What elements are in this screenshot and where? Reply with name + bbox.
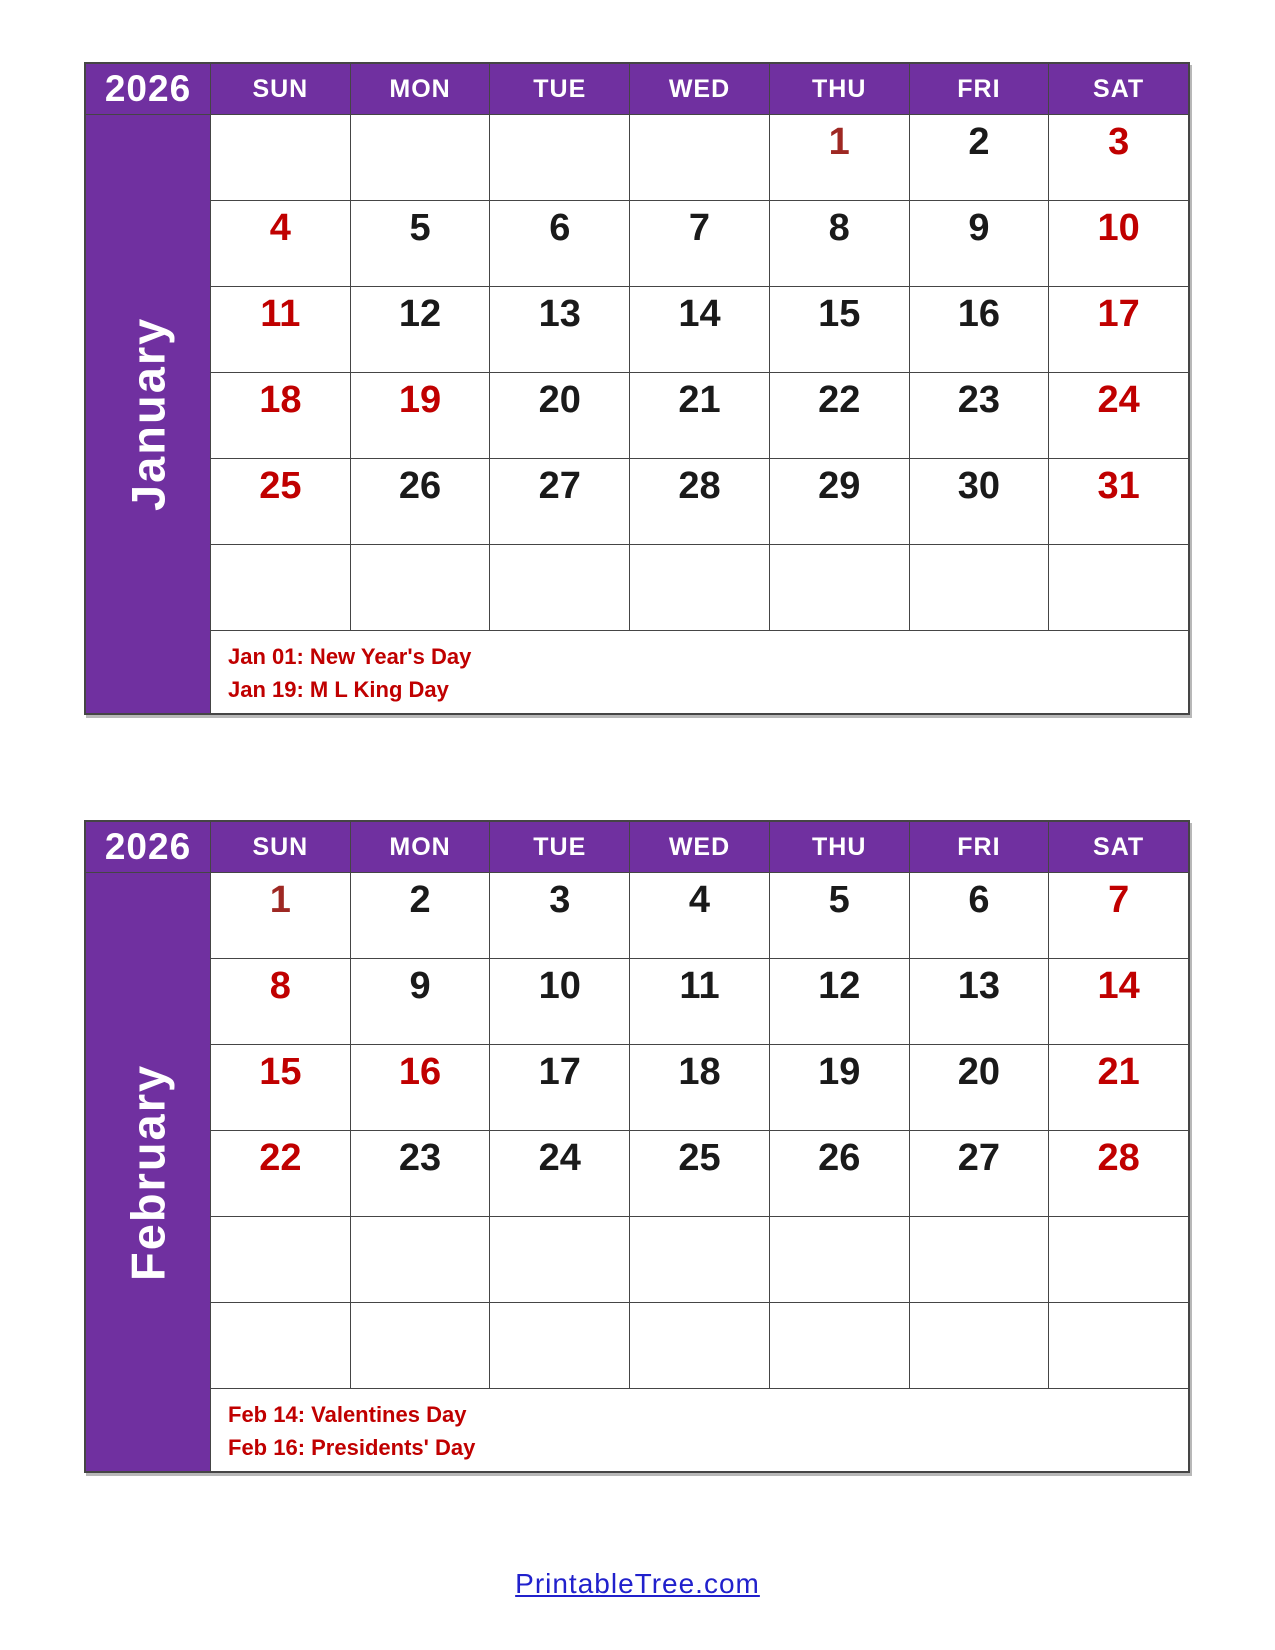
day-header-sun: SUN xyxy=(211,64,350,114)
date-cell: 20 xyxy=(490,373,629,458)
holiday-notes-february xyxy=(211,1389,1188,1471)
day-header-sat: SAT xyxy=(1049,822,1188,872)
empty-date-cell xyxy=(351,545,490,630)
day-header-sat: SAT xyxy=(1049,64,1188,114)
date-cell: 10 xyxy=(1049,201,1188,286)
empty-date-cell xyxy=(211,115,350,200)
date-cell: 22 xyxy=(770,373,909,458)
day-header-mon: MON xyxy=(351,822,490,872)
date-cell: 28 xyxy=(630,459,769,544)
date-cell: 8 xyxy=(770,201,909,286)
empty-date-cell xyxy=(490,1303,629,1388)
date-cell: 4 xyxy=(630,873,769,958)
date-cell: 28 xyxy=(1049,1131,1188,1216)
date-cell: 3 xyxy=(490,873,629,958)
date-cell: 31 xyxy=(1049,459,1188,544)
date-cell: 15 xyxy=(770,287,909,372)
year-label: 2026 xyxy=(86,822,210,872)
day-header-fri: FRI xyxy=(910,64,1049,114)
date-cell: 17 xyxy=(1049,287,1188,372)
empty-date-cell xyxy=(211,1217,350,1302)
date-cell: 21 xyxy=(630,373,769,458)
holiday-note: Jan 19: M L King Day xyxy=(228,677,449,702)
date-cell: 3 xyxy=(1049,115,1188,200)
date-cell: 7 xyxy=(1049,873,1188,958)
calendar-january xyxy=(84,62,1190,715)
date-cell: 22 xyxy=(211,1131,350,1216)
holiday-notes-january xyxy=(211,631,1188,713)
empty-date-cell xyxy=(1049,545,1188,630)
empty-date-cell xyxy=(351,1217,490,1302)
date-cell: 12 xyxy=(351,287,490,372)
month-label-february: February xyxy=(86,873,210,1471)
empty-date-cell xyxy=(351,1303,490,1388)
empty-date-cell xyxy=(770,1303,909,1388)
date-cell: 23 xyxy=(910,373,1049,458)
date-cell: 25 xyxy=(630,1131,769,1216)
date-cell: 8 xyxy=(211,959,350,1044)
date-cell: 10 xyxy=(490,959,629,1044)
date-cell: 12 xyxy=(770,959,909,1044)
empty-date-cell xyxy=(630,115,769,200)
day-header-thu: THU xyxy=(770,64,909,114)
day-header-tue: TUE xyxy=(490,64,629,114)
date-cell: 6 xyxy=(490,201,629,286)
date-cell: 5 xyxy=(770,873,909,958)
day-header-mon: MON xyxy=(351,64,490,114)
empty-date-cell xyxy=(490,545,629,630)
year-label: 2026 xyxy=(86,64,210,114)
day-header-wed: WED xyxy=(630,822,769,872)
empty-date-cell xyxy=(630,1217,769,1302)
date-cell: 19 xyxy=(770,1045,909,1130)
date-cell: 9 xyxy=(910,201,1049,286)
date-cell: 2 xyxy=(910,115,1049,200)
date-cell: 26 xyxy=(770,1131,909,1216)
date-cell: 24 xyxy=(1049,373,1188,458)
empty-date-cell xyxy=(211,545,350,630)
date-cell: 18 xyxy=(630,1045,769,1130)
date-cell: 7 xyxy=(630,201,769,286)
date-cell: 14 xyxy=(1049,959,1188,1044)
date-cell: 27 xyxy=(910,1131,1049,1216)
date-cell: 20 xyxy=(910,1045,1049,1130)
day-header-wed: WED xyxy=(630,64,769,114)
empty-date-cell xyxy=(1049,1217,1188,1302)
date-cell: 5 xyxy=(351,201,490,286)
day-header-sun: SUN xyxy=(211,822,350,872)
month-label-january: January xyxy=(86,115,210,713)
day-header-thu: THU xyxy=(770,822,909,872)
date-cell: 21 xyxy=(1049,1045,1188,1130)
footer-link[interactable]: PrintableTree.com xyxy=(515,1568,760,1599)
date-cell: 2 xyxy=(351,873,490,958)
empty-date-cell xyxy=(770,1217,909,1302)
empty-date-cell xyxy=(630,545,769,630)
date-cell: 9 xyxy=(351,959,490,1044)
date-cell: 11 xyxy=(211,287,350,372)
date-cell: 14 xyxy=(630,287,769,372)
date-cell: 23 xyxy=(351,1131,490,1216)
holiday-note: Feb 14: Valentines Day xyxy=(228,1402,467,1427)
empty-date-cell xyxy=(910,1303,1049,1388)
day-header-tue: TUE xyxy=(490,822,629,872)
date-cell: 30 xyxy=(910,459,1049,544)
date-cell: 15 xyxy=(211,1045,350,1130)
date-cell: 27 xyxy=(490,459,629,544)
empty-date-cell xyxy=(630,1303,769,1388)
empty-date-cell xyxy=(1049,1303,1188,1388)
calendar-february xyxy=(84,820,1190,1473)
empty-date-cell xyxy=(910,545,1049,630)
date-cell: 16 xyxy=(351,1045,490,1130)
date-cell: 17 xyxy=(490,1045,629,1130)
date-cell: 19 xyxy=(351,373,490,458)
date-cell: 26 xyxy=(351,459,490,544)
empty-date-cell xyxy=(211,1303,350,1388)
date-cell: 13 xyxy=(910,959,1049,1044)
date-cell: 4 xyxy=(211,201,350,286)
date-cell: 11 xyxy=(630,959,769,1044)
empty-date-cell xyxy=(490,1217,629,1302)
date-cell: 24 xyxy=(490,1131,629,1216)
empty-date-cell xyxy=(770,545,909,630)
empty-date-cell xyxy=(910,1217,1049,1302)
date-cell: 16 xyxy=(910,287,1049,372)
holiday-note: Feb 16: Presidents' Day xyxy=(228,1435,476,1460)
date-cell: 18 xyxy=(211,373,350,458)
date-cell: 1 xyxy=(211,873,350,958)
date-cell: 13 xyxy=(490,287,629,372)
day-header-fri: FRI xyxy=(910,822,1049,872)
date-cell: 29 xyxy=(770,459,909,544)
date-cell: 25 xyxy=(211,459,350,544)
date-cell: 1 xyxy=(770,115,909,200)
holiday-note: Jan 01: New Year's Day xyxy=(228,644,472,669)
page-footer xyxy=(0,1568,1275,1600)
empty-date-cell xyxy=(490,115,629,200)
date-cell: 6 xyxy=(910,873,1049,958)
empty-date-cell xyxy=(351,115,490,200)
